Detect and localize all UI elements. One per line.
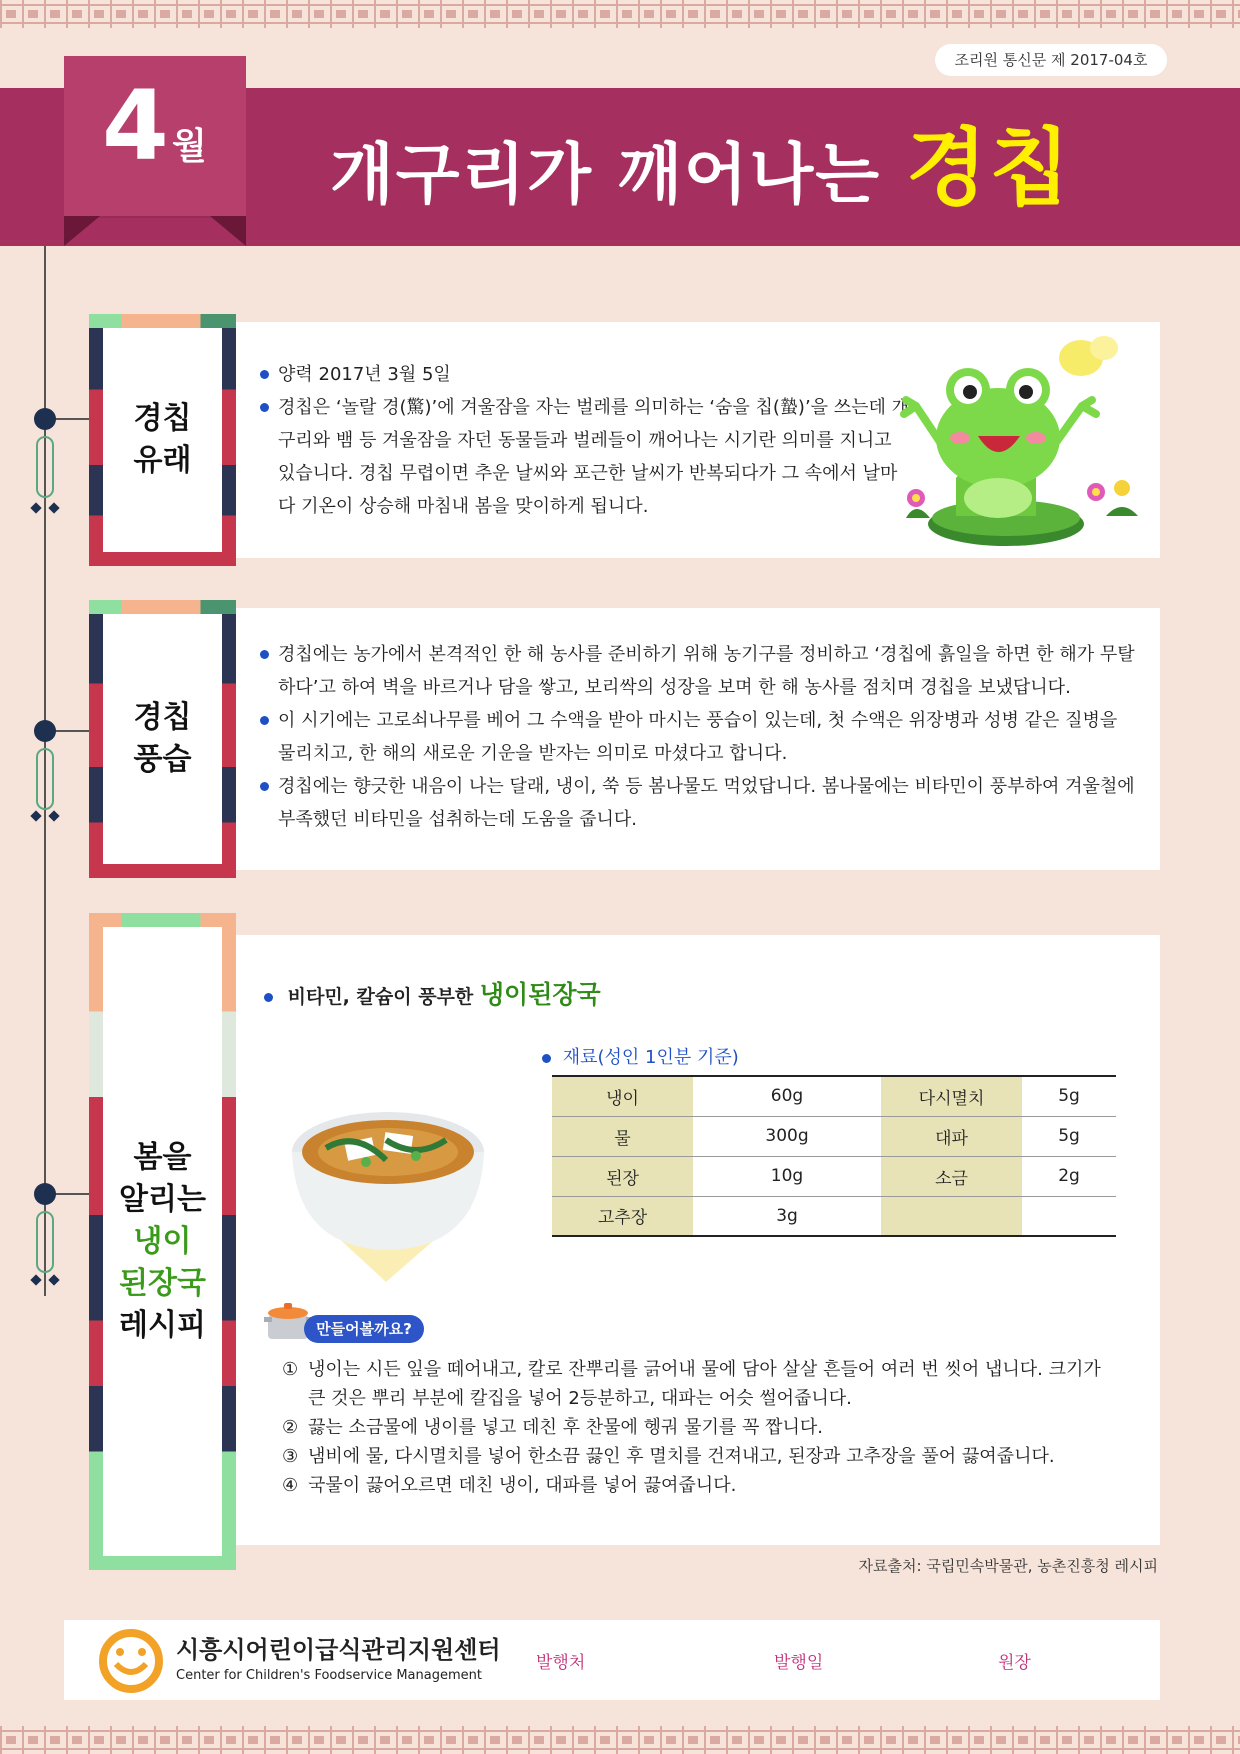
origin-label-line2: 유래 <box>133 443 192 478</box>
table-cell: 2g <box>1022 1156 1116 1196</box>
table-cell: 5g <box>1022 1076 1116 1116</box>
list-item: 경칩에는 농가에서 본격적인 한 해 농사를 준비하기 위해 농기구를 정비하고 ‘경칩에 흙일을 하면 한 해가 무탈하다’고 하여 벽을 바르거나 담을 쌓고, 보리싹의 성장을 보며 한 해 농사를 점치며 경칩을 보냈답니다. <box>258 638 1138 704</box>
tassel-ornament <box>36 436 54 498</box>
recipe-label-frame <box>89 913 236 1570</box>
knot-ornament <box>34 408 56 430</box>
bead-ornament <box>30 1274 41 1285</box>
table-cell: 고추장 <box>552 1196 693 1236</box>
table-cell <box>1022 1196 1116 1236</box>
recipe-step <box>282 1471 1122 1500</box>
table-row <box>552 1116 1116 1156</box>
make-label: 만들어볼까요? <box>304 1315 424 1343</box>
bullet-icon <box>542 1054 551 1063</box>
bead-ornament <box>48 1274 59 1285</box>
bead-ornament <box>30 502 41 513</box>
knot-ornament <box>34 1183 56 1205</box>
recipe-label-line4: 된장국 <box>119 1265 206 1301</box>
table-cell: 대파 <box>881 1116 1022 1156</box>
customs-label-frame <box>89 600 236 878</box>
ingredients-table <box>552 1075 1116 1237</box>
origin-label-line1: 경칩 <box>133 401 192 436</box>
list-item: 경칩은 ‘놀랄 경(驚)’에 겨울잠을 자는 벌레를 의미하는 ‘숨을 칩(蟄)’을 쓰는데 개구리와 뱀 등 겨울잠을 자던 동물들과 벌레들이 깨어나는 시기란 의미를 지니고 있습니다. 경칩 무렵이면 추운 날씨와 포근한 날씨가 반복되다가 그 속에서 날마다 기온이 상승해 마침내 봄을 맞이하게 됩니다. <box>258 391 912 523</box>
customs-list <box>258 638 1138 836</box>
table-row <box>552 1156 1116 1196</box>
table-cell <box>881 1196 1022 1236</box>
bead-ornament <box>48 502 59 513</box>
bead-ornament <box>48 810 59 821</box>
table-cell: 300g <box>693 1116 881 1156</box>
table-cell: 5g <box>1022 1116 1116 1156</box>
step-number: ② <box>282 1417 299 1438</box>
table-cell: 다시멸치 <box>881 1076 1022 1116</box>
table-cell: 소금 <box>881 1156 1022 1196</box>
table-cell: 물 <box>552 1116 693 1156</box>
director-label: 원장 <box>998 1653 1031 1673</box>
customs-label <box>134 697 192 781</box>
recipe-label-line3: 냉이 <box>133 1223 192 1259</box>
step-number: ③ <box>282 1446 299 1467</box>
center-logo-icon <box>98 1628 164 1694</box>
source-note: 자료출처: 국립민속박물관, 농촌진흥청 레시피 <box>858 1557 1158 1575</box>
table-cell: 10g <box>693 1156 881 1196</box>
ingredients-title-row <box>542 1043 739 1069</box>
issue-number: 조리원 통신문 제 2017-04호 <box>935 44 1167 76</box>
table-cell: 60g <box>693 1076 881 1116</box>
customs-card <box>236 608 1160 870</box>
recipe-step <box>282 1355 1122 1413</box>
tag-fold-left <box>64 216 100 246</box>
step-text: 끓는 소금물에 냉이를 넣고 데친 후 찬물에 헹궈 물기를 꼭 짭니다. <box>308 1417 824 1438</box>
recipe-label-line5: 레시피 <box>119 1307 206 1343</box>
frog-illustration <box>886 328 1156 554</box>
month-unit: 월 <box>172 126 207 167</box>
origin-list <box>258 358 912 523</box>
list-item: 이 시기에는 고로쇠나무를 베어 그 수액을 받아 마시는 풍습이 있는데, 첫 수액은 위장병과 성병 같은 질병을 물리치고, 한 해의 새로운 기운을 받자는 의미로 마셨다고 합니다. <box>258 704 1138 770</box>
bottom-border <box>0 1726 1240 1754</box>
recipe-label <box>119 1137 206 1347</box>
month-number: 4 <box>102 70 169 182</box>
recipe-card <box>236 935 1160 1545</box>
footer <box>64 1620 1160 1700</box>
step-text: 냉이는 시든 잎을 떼어내고, 칼로 잔뿌리를 긁어내 물에 담아 살살 흔들어 여러 번 씻어 냅니다. 크기가 큰 것은 뿌리 부분에 칼집을 넣어 2등분하고, 대파는 어슷 썰어줍니다. <box>308 1359 1101 1409</box>
step-number: ④ <box>282 1475 299 1496</box>
ingredients-title: 재료(성인 1인분 기준) <box>562 1047 739 1068</box>
org-name-ko: 시흥시어린이급식관리지원센터 <box>176 1636 501 1664</box>
recipe-subtitle: 비타민, 칼슘이 풍부한 <box>287 986 474 1008</box>
origin-label-box <box>103 328 222 552</box>
table-cell: 된장 <box>552 1156 693 1196</box>
tassel-ornament <box>36 748 54 810</box>
org-name-en: Center for Children's Foodservice Management <box>176 1668 482 1683</box>
bullet-icon <box>264 993 273 1002</box>
table-cell: 냉이 <box>552 1076 693 1116</box>
title-main: 개구리가 깨어나는 <box>330 136 882 213</box>
origin-label <box>134 398 192 482</box>
month-tag <box>64 56 246 216</box>
table-row <box>552 1076 1116 1116</box>
recipe-step <box>282 1413 1122 1442</box>
top-border <box>0 0 1240 28</box>
recipe-label-line2: 알리는 <box>119 1181 206 1217</box>
customs-label-box <box>103 614 222 864</box>
list-item: 양력 2017년 3월 5일 <box>258 358 912 391</box>
soup-bowl-illustration <box>266 1070 506 1286</box>
recipe-label-box <box>103 927 222 1556</box>
recipe-step <box>282 1442 1122 1471</box>
origin-label-frame <box>89 314 236 566</box>
step-number: ① <box>282 1359 299 1380</box>
tassel-ornament <box>36 1211 54 1273</box>
origin-card <box>236 322 1160 558</box>
customs-label-line1: 경칩 <box>133 700 192 735</box>
customs-label-line2: 풍습 <box>133 742 192 777</box>
recipe-steps <box>282 1355 1122 1500</box>
title-highlight: 경칩 <box>906 119 1073 217</box>
step-text: 냄비에 물, 다시멸치를 넣어 한소끔 끓인 후 멸치를 건져내고, 된장과 고추장을 풀어 끓여줍니다. <box>308 1446 1055 1467</box>
publish-date-label: 발행일 <box>774 1653 824 1673</box>
table-cell: 3g <box>693 1196 881 1236</box>
recipe-label-line1: 봄을 <box>133 1139 192 1175</box>
table-row <box>552 1196 1116 1236</box>
recipe-heading <box>264 975 601 1011</box>
list-item: 경칩에는 향긋한 내음이 나는 달래, 냉이, 쑥 등 봄나물도 먹었답니다. 봄나물에는 비타민이 풍부하여 겨울철에 부족했던 비타민을 섭취하는데 도움을 줍니다. <box>258 770 1138 836</box>
publisher-label: 발행처 <box>536 1653 586 1673</box>
bead-ornament <box>30 810 41 821</box>
knot-ornament <box>34 720 56 742</box>
recipe-dish: 냉이된장국 <box>479 980 601 1009</box>
page-title <box>330 98 1072 238</box>
tag-fold-right <box>210 216 246 246</box>
step-text: 국물이 끓어오르면 데친 냉이, 대파를 넣어 끓여줍니다. <box>308 1475 737 1496</box>
